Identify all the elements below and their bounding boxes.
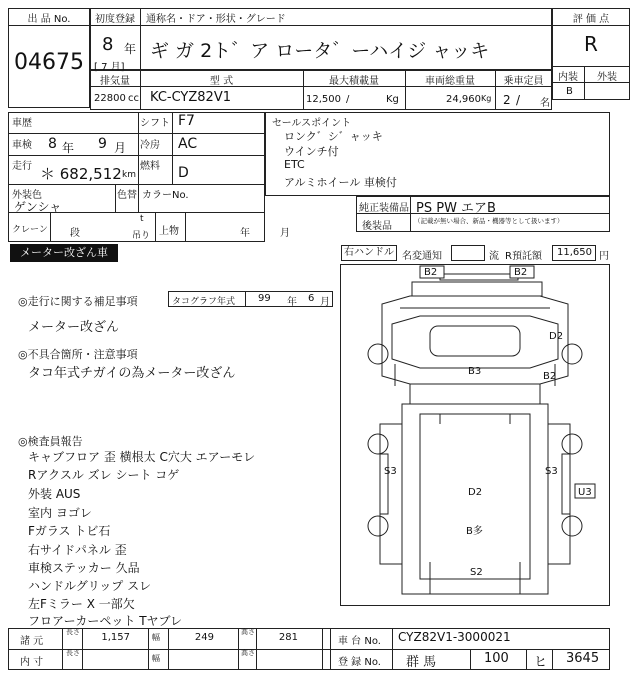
tacho-month: 6 bbox=[308, 293, 315, 304]
history-label: 車歴 bbox=[12, 118, 32, 129]
tacho-tsuki: 月 bbox=[320, 297, 330, 308]
sales-point-1: ロンク゛シ゛ャッキ bbox=[284, 130, 383, 143]
displacement-label: 排気量 bbox=[100, 76, 130, 87]
reg-label: 登 録 No. bbox=[338, 657, 381, 668]
model: KC-CYZ82V1 bbox=[150, 90, 231, 105]
sales-point-2: ウインチ付 bbox=[284, 145, 339, 158]
shift: F7 bbox=[178, 113, 195, 129]
running-notes-label: ◎走行に関する補足事項 bbox=[18, 295, 138, 308]
inspection-tsuki: 月 bbox=[114, 141, 127, 155]
defect-label: ◎不具合箇所・注意事項 bbox=[18, 348, 138, 361]
sales-point-4: アルミホイール 車検付 bbox=[284, 176, 397, 189]
mark-b2-mid: B2 bbox=[543, 371, 557, 382]
sales-point-3: ETC bbox=[284, 158, 305, 171]
mark-b2-left: B2 bbox=[424, 267, 438, 278]
steering: 右ハンドル bbox=[341, 245, 397, 261]
mark-s3-left: S3 bbox=[384, 466, 397, 477]
tacho-nen: 年 bbox=[287, 297, 297, 308]
mark-s2: S2 bbox=[470, 567, 483, 578]
height-label-1: 高さ bbox=[241, 628, 255, 636]
crane-label: クレーン bbox=[12, 225, 48, 235]
defect-note: タコ年式チガイの為メーター改ざん bbox=[28, 366, 236, 381]
ext-color-label: 外装色 bbox=[12, 190, 42, 201]
model-label: 型 式 bbox=[209, 76, 234, 87]
r-check-value: 11,650 bbox=[552, 245, 596, 261]
upper-year: 年 bbox=[240, 228, 250, 239]
km-unit: km bbox=[122, 170, 136, 180]
reg-class: 100 bbox=[484, 651, 509, 666]
mileage: ＊ 682,512 bbox=[40, 165, 122, 183]
color-change-label: 色替 bbox=[117, 190, 137, 201]
capacity-unit: 名 bbox=[540, 98, 550, 109]
capacity-slash: / bbox=[516, 93, 521, 107]
mark-u3: U3 bbox=[578, 487, 592, 498]
ext-color: ゲンシャ bbox=[14, 200, 62, 214]
inspector-item-9: 左Fミラー X 一部欠 bbox=[28, 597, 135, 611]
crane-tsuri: 吊り bbox=[132, 231, 151, 241]
displacement: 22800 bbox=[94, 93, 126, 104]
tacho-year: 99 bbox=[258, 293, 271, 304]
mark-b3: B3 bbox=[468, 366, 482, 377]
shogen-label: 諸 元 bbox=[20, 636, 44, 647]
inspector-item-5: Fガラス トビ石 bbox=[28, 524, 111, 538]
exterior-label: 外装 bbox=[597, 72, 617, 83]
running-note: メーター改ざん bbox=[28, 320, 120, 335]
kg-unit: Kg bbox=[386, 94, 399, 105]
inspector-item-8: ハンドルグリップ スレ bbox=[28, 579, 152, 593]
inspection-month: 9 bbox=[98, 136, 107, 152]
reg-num: 3645 bbox=[566, 651, 600, 666]
equipment-value: PS PW エアB bbox=[416, 201, 496, 216]
shift-label: シフト bbox=[140, 118, 170, 129]
interior-label: 内装 bbox=[558, 72, 578, 83]
capacity: 2 bbox=[503, 93, 511, 107]
rating: R bbox=[584, 32, 598, 56]
after-label: 後装品 bbox=[362, 221, 392, 232]
width: 249 bbox=[194, 632, 214, 643]
meter-tampered-banner: メーター改ざん車 bbox=[10, 244, 118, 262]
inspector-item-6: 右サイドパネル 歪 bbox=[28, 543, 127, 557]
length-label-2: 長さ bbox=[66, 649, 80, 657]
name-label: 通称名・ドア・形状・グレード bbox=[146, 14, 286, 25]
mileage-label: 走行 bbox=[12, 161, 32, 172]
chassis-no: CYZ82V1-3000021 bbox=[398, 630, 511, 644]
naiki-label: 内 寸 bbox=[20, 657, 44, 668]
interior-grade: B bbox=[566, 86, 573, 97]
height-label-2: 高さ bbox=[241, 649, 255, 657]
mark-b-many: B多 bbox=[466, 526, 483, 537]
fuel: D bbox=[178, 165, 189, 181]
height: 281 bbox=[278, 632, 298, 643]
reg-area: 群 馬 bbox=[406, 655, 437, 670]
sales-points-label: セールスポイント bbox=[272, 118, 352, 129]
upper-month: 月 bbox=[280, 228, 290, 239]
reg-nen: 年 bbox=[124, 42, 137, 56]
mark-d2-center: D2 bbox=[468, 487, 483, 498]
capacity-label: 乗車定員 bbox=[503, 76, 544, 87]
gross-weight: 24,960 bbox=[446, 94, 481, 105]
inspector-item-1: キャブフロア 歪 横根太 C穴大 エアーモレ bbox=[28, 450, 256, 464]
tacho-label: タコグラフ年式 bbox=[172, 297, 236, 307]
lot-no-label: 出 品 No. bbox=[27, 14, 71, 25]
name-change-label: 名変通知 bbox=[402, 251, 442, 262]
truck-diagram bbox=[340, 264, 610, 606]
max-load-label: 最大積載量 bbox=[329, 76, 379, 87]
gross-kg-unit: Kg bbox=[481, 94, 492, 103]
gross-weight-label: 車両総重量 bbox=[425, 76, 475, 87]
length-label-1: 長さ bbox=[66, 628, 80, 636]
inspection-year: 8 bbox=[48, 136, 57, 152]
inspector-item-7: 車検ステッカー 久品 bbox=[28, 561, 140, 575]
max-load: 12,500 bbox=[306, 94, 341, 105]
name-change-box bbox=[451, 245, 485, 261]
upper-label: 上物 bbox=[159, 226, 179, 237]
inspector-item-2: Rアクスル ズレ シート コゲ bbox=[28, 468, 180, 482]
inspector-item-4: 室内 ヨゴレ bbox=[28, 506, 92, 520]
cc-unit: cc bbox=[128, 93, 139, 104]
fuel-label: 燃料 bbox=[140, 161, 160, 172]
car-name: ギ ガ 2ト゛ア ロータ゛ーハイジ ャッキ bbox=[150, 40, 490, 62]
after-note: （記載が無い場合、新品・機器等として扱います） bbox=[414, 217, 564, 225]
crane-stage: 段 bbox=[70, 228, 80, 239]
first-reg-label: 初度登録 bbox=[95, 14, 135, 25]
reg-kana: ヒ bbox=[534, 655, 548, 670]
crane-ton: t bbox=[140, 214, 144, 224]
mark-s3-right: S3 bbox=[545, 466, 558, 477]
length: 1,157 bbox=[101, 632, 130, 643]
color-no-label: カラーNo. bbox=[142, 190, 189, 201]
inspector-item-3: 外装 AUS bbox=[28, 487, 81, 501]
rating-label: 評 価 点 bbox=[572, 14, 610, 25]
inspector-item-10: フロアーカーペット Tヤブレ bbox=[28, 614, 183, 628]
equipment-label: 純正装備品 bbox=[359, 203, 409, 214]
lot-no: 04675 bbox=[14, 50, 84, 75]
width-label-1: 幅 bbox=[152, 633, 160, 642]
ryu-label: 流 bbox=[489, 251, 499, 262]
ac: AC bbox=[178, 136, 198, 152]
r-check-label: R預託額 bbox=[505, 251, 542, 262]
ac-label: 冷房 bbox=[140, 140, 160, 151]
r-check-yen: 円 bbox=[599, 251, 609, 262]
reg-year: 8 bbox=[102, 34, 114, 55]
chassis-label: 車 台 No. bbox=[338, 636, 381, 647]
reg-month: [ 7 月] bbox=[94, 62, 125, 73]
mark-b2-right: B2 bbox=[514, 267, 528, 278]
inspector-label: ◎検査員報告 bbox=[18, 435, 83, 448]
inspection-label: 車検 bbox=[12, 140, 32, 151]
width-label-2: 幅 bbox=[152, 654, 160, 663]
mark-d2-top: D2 bbox=[549, 331, 564, 342]
max-load-slash: / bbox=[346, 94, 350, 105]
inspection-nen: 年 bbox=[62, 141, 75, 155]
